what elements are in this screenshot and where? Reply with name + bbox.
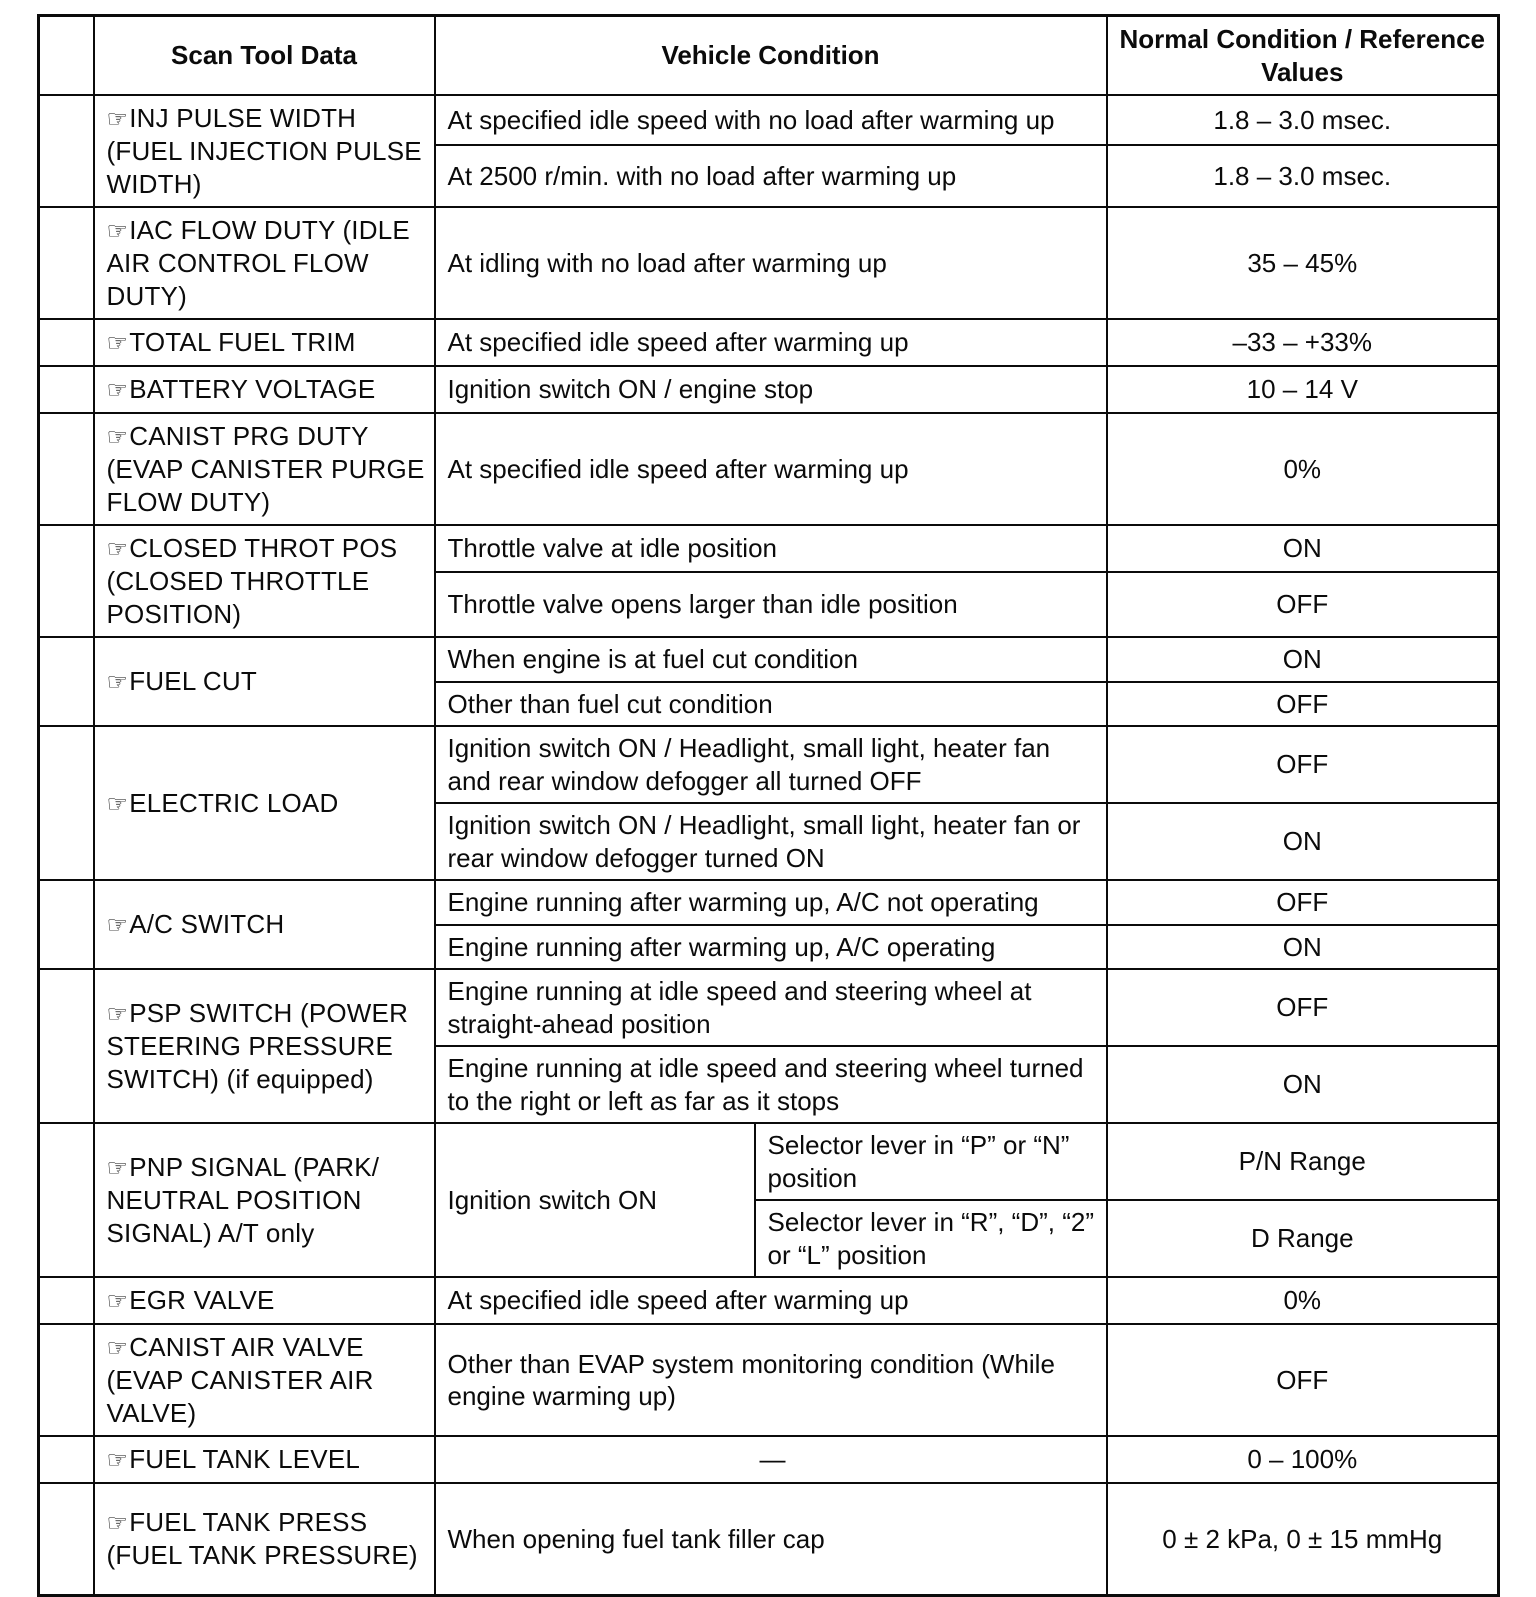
condition-cell: Ignition switch ON / engine stop	[435, 366, 1107, 413]
scan-item-label: FUEL TANK PRESS (FUEL TANK PRESSURE)	[106, 1507, 418, 1570]
value-cell: ON	[1107, 1046, 1499, 1123]
table-row	[39, 207, 1499, 319]
pointing-hand-icon: ☞	[106, 1335, 129, 1362]
pointing-hand-icon: ☞	[106, 669, 129, 696]
value-cell: D Range	[1107, 1200, 1499, 1277]
scan-item-cell	[94, 726, 435, 880]
condition-cell: Engine running after warming up, A/C operating	[435, 925, 1107, 970]
value-cell: OFF	[1107, 726, 1499, 803]
value-cell: OFF	[1107, 880, 1499, 925]
margin-cell	[39, 1324, 94, 1436]
pointing-hand-icon: ☞	[106, 330, 129, 357]
value-cell: –33 – +33%	[1107, 319, 1499, 366]
value-cell: 0%	[1107, 1277, 1499, 1324]
scan-item-cell	[94, 1324, 435, 1436]
scan-item-cell	[94, 637, 435, 726]
margin-cell	[39, 525, 94, 637]
condition-cell: At specified idle speed with no load after warming up	[435, 95, 1107, 145]
scan-item-cell	[94, 413, 435, 525]
table-row	[39, 880, 1499, 925]
table-row	[39, 637, 1499, 682]
scan-item-label: PNP SIGNAL (PARK/ NEUTRAL POSITION SIGNAL) A/T only	[106, 1152, 380, 1248]
pointing-hand-icon: ☞	[106, 1001, 129, 1028]
table-row	[39, 969, 1499, 1046]
value-cell: 35 – 45%	[1107, 207, 1499, 319]
condition-cell: Engine running after warming up, A/C not operating	[435, 880, 1107, 925]
scan-item-cell	[94, 207, 435, 319]
scan-item-label: CANIST PRG DUTY (EVAP CANISTER PURGE FLOW DUTY)	[106, 421, 425, 517]
scan-item-cell	[94, 319, 435, 366]
value-cell: 0 ± 2 kPa, 0 ± 15 mmHg	[1107, 1483, 1499, 1595]
condition-cell: At 2500 r/min. with no load after warming up	[435, 145, 1107, 207]
margin-cell	[39, 1483, 94, 1595]
table-row	[39, 1123, 1499, 1200]
scan-tool-data-table	[37, 14, 1500, 1597]
margin-cell	[39, 413, 94, 525]
header-scan-tool-data: Scan Tool Data	[94, 16, 435, 96]
condition-cell: Other than EVAP system monitoring condition (While engine warming up)	[435, 1324, 1107, 1436]
scan-item-cell	[94, 366, 435, 413]
margin-cell	[39, 637, 94, 726]
margin-cell	[39, 1123, 94, 1277]
sub-condition-cell: Selector lever in “R”, “D”, “2” or “L” position	[755, 1200, 1107, 1277]
pointing-hand-icon: ☞	[106, 218, 129, 245]
table-row	[39, 726, 1499, 803]
pointing-hand-icon: ☞	[106, 1510, 129, 1537]
value-cell: 10 – 14 V	[1107, 366, 1499, 413]
table-row	[39, 525, 1499, 572]
condition-cell: At specified idle speed after warming up	[435, 413, 1107, 525]
condition-cell: Engine running at idle speed and steering wheel at straight-ahead position	[435, 969, 1107, 1046]
scan-item-cell	[94, 969, 435, 1123]
pointing-hand-icon: ☞	[106, 1447, 129, 1474]
condition-cell: When engine is at fuel cut condition	[435, 637, 1107, 682]
scan-item-label: A/C SWITCH	[129, 909, 285, 939]
scan-item-cell	[94, 525, 435, 637]
condition-cell: At idling with no load after warming up	[435, 207, 1107, 319]
value-cell: OFF	[1107, 969, 1499, 1046]
condition-cell: At specified idle speed after warming up	[435, 1277, 1107, 1324]
pointing-hand-icon: ☞	[106, 912, 129, 939]
header-normal-condition: Normal Condition / Reference Values	[1107, 16, 1499, 96]
scan-item-label: EGR VALVE	[129, 1285, 275, 1315]
margin-cell	[39, 95, 94, 207]
value-cell: P/N Range	[1107, 1123, 1499, 1200]
condition-cell: —	[435, 1436, 1107, 1483]
pointing-hand-icon: ☞	[106, 106, 129, 133]
scan-item-label: TOTAL FUEL TRIM	[129, 327, 356, 357]
value-cell: ON	[1107, 525, 1499, 572]
header-vehicle-condition: Vehicle Condition	[435, 16, 1107, 96]
margin-cell	[39, 1277, 94, 1324]
condition-cell: Throttle valve opens larger than idle position	[435, 572, 1107, 637]
condition-cell: Ignition switch ON / Headlight, small light, heater fan and rear window defogger all turned OFF	[435, 726, 1107, 803]
scan-item-label: INJ PULSE WIDTH (FUEL INJECTION PULSE WIDTH)	[106, 103, 422, 199]
value-cell: OFF	[1107, 1324, 1499, 1436]
table-row	[39, 319, 1499, 366]
value-cell: OFF	[1107, 572, 1499, 637]
table-header-row	[39, 16, 1499, 96]
condition-cell: Other than fuel cut condition	[435, 682, 1107, 727]
table-row	[39, 413, 1499, 525]
margin-cell	[39, 207, 94, 319]
table-row	[39, 1436, 1499, 1483]
pointing-hand-icon: ☞	[106, 424, 129, 451]
condition-cell: When opening fuel tank filler cap	[435, 1483, 1107, 1595]
pointing-hand-icon: ☞	[106, 790, 129, 818]
value-cell: 1.8 – 3.0 msec.	[1107, 95, 1499, 145]
condition-cell: At specified idle speed after warming up	[435, 319, 1107, 366]
margin-cell	[39, 880, 94, 969]
value-cell: 0 – 100%	[1107, 1436, 1499, 1483]
pointing-hand-icon: ☞	[106, 536, 129, 563]
value-cell: 1.8 – 3.0 msec.	[1107, 145, 1499, 207]
condition-cell: Throttle valve at idle position	[435, 525, 1107, 572]
scan-item-label: FUEL CUT	[129, 666, 257, 696]
pointing-hand-icon: ☞	[106, 1288, 129, 1315]
scan-item-cell	[94, 1436, 435, 1483]
table-row	[39, 1324, 1499, 1436]
scan-item-label: IAC FLOW DUTY (IDLE AIR CONTROL FLOW DUTY)	[106, 215, 410, 311]
pointing-hand-icon: ☞	[106, 1155, 129, 1182]
scan-item-cell	[94, 880, 435, 969]
sub-condition-cell: Selector lever in “P” or “N” position	[755, 1123, 1107, 1200]
scan-item-label: BATTERY VOLTAGE	[129, 374, 376, 404]
value-cell: ON	[1107, 637, 1499, 682]
scan-item-label: CLOSED THROT POS (CLOSED THROTTLE POSITION)	[106, 533, 398, 629]
value-cell: 0%	[1107, 413, 1499, 525]
margin-cell	[39, 969, 94, 1123]
scan-item-label: FUEL TANK LEVEL	[129, 1444, 361, 1474]
scan-item-cell	[94, 95, 435, 207]
value-cell: ON	[1107, 803, 1499, 880]
pointing-hand-icon: ☞	[106, 377, 129, 404]
scan-item-label: CANIST AIR VALVE (EVAP CANISTER AIR VALVE)	[106, 1332, 374, 1428]
margin-cell	[39, 1436, 94, 1483]
condition-cell: Engine running at idle speed and steering wheel turned to the right or left as far as it stops	[435, 1046, 1107, 1123]
scan-item-cell	[94, 1123, 435, 1277]
margin-cell	[39, 319, 94, 366]
table-row	[39, 95, 1499, 145]
table-row	[39, 366, 1499, 413]
scan-item-cell	[94, 1483, 435, 1595]
scan-item-label: ELECTRIC LOAD	[129, 787, 339, 818]
shared-condition-cell: Ignition switch ON	[435, 1123, 755, 1277]
scan-item-label: PSP SWITCH (POWER STEERING PRESSURE SWITCH) (if equipped)	[106, 998, 409, 1094]
margin-cell	[39, 726, 94, 880]
condition-cell: Ignition switch ON / Headlight, small light, heater fan or rear window defogger turned ON	[435, 803, 1107, 880]
header-empty-cell	[39, 16, 94, 96]
table-row	[39, 1277, 1499, 1324]
table-row	[39, 1483, 1499, 1595]
margin-cell	[39, 366, 94, 413]
value-cell: ON	[1107, 925, 1499, 970]
value-cell: OFF	[1107, 682, 1499, 727]
scan-item-cell	[94, 1277, 435, 1324]
